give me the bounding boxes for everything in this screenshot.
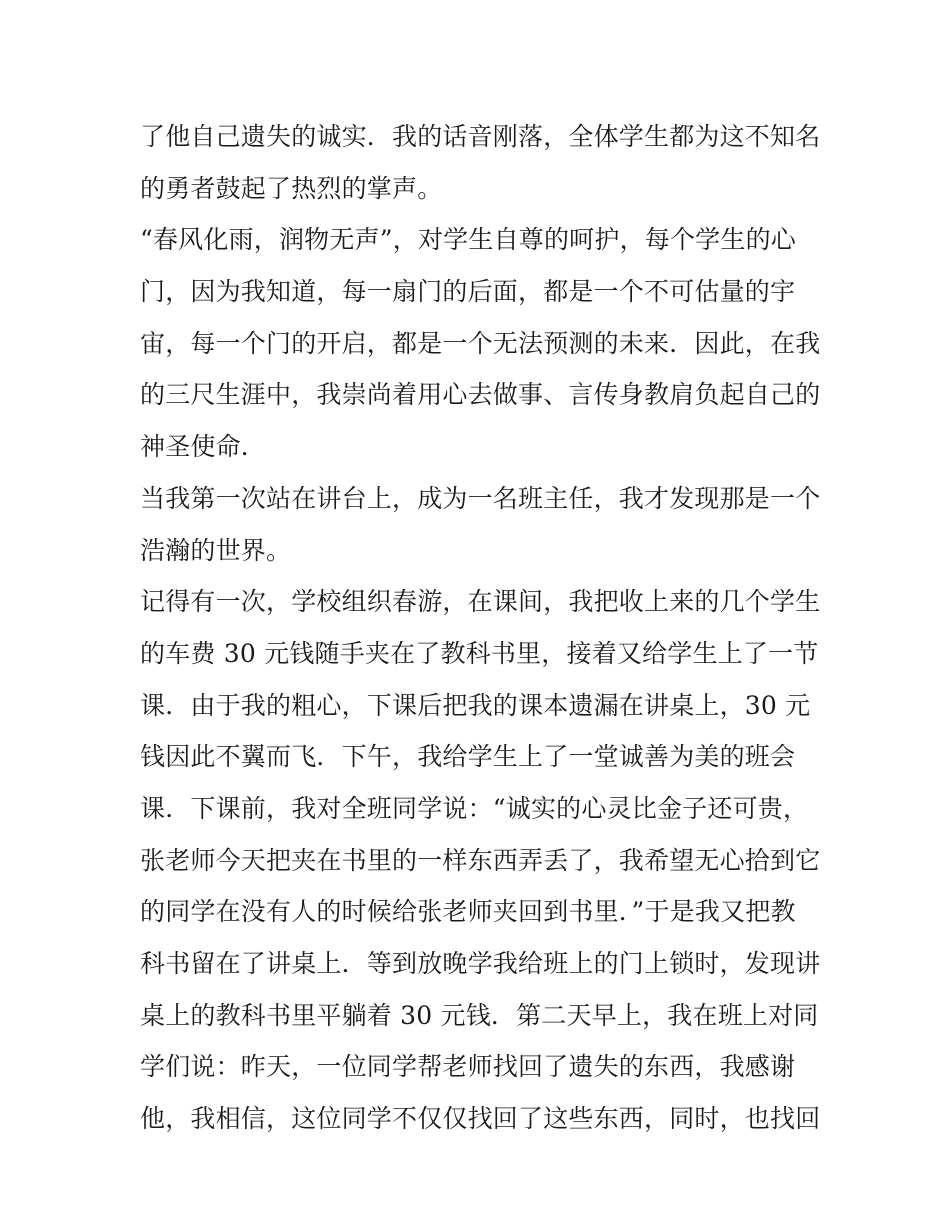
text-line: 钱因此不翼而飞．下午，我给学生上了一堂诚善为美的班会 (140, 742, 796, 772)
text-line: 的车费 30 元钱随手夹在了教科书里，接着又给学生上了一节 (140, 638, 819, 668)
text-line: 浩瀚的世界。 (140, 535, 292, 565)
text-line: 课．由于我的粗心，下课后把我的课本遗漏在讲桌上，30 元 (140, 690, 811, 720)
text-line: 他，我相信，这位同学不仅仅找回了这些东西，同时，也找回 (140, 1104, 821, 1134)
text-line: 了他自己遗失的诚实．我的话音刚落，全体学生都为这不知名 (140, 122, 821, 151)
text-line: 神圣使命． (140, 432, 267, 462)
text-line: 科书留在了讲桌上．等到放晚学我给班上的门上锁时，发现讲 (140, 949, 821, 978)
text-line: 记得有一次，学校组织春游，在课间，我把收上来的几个学生 (140, 587, 821, 617)
text-line: 的三尺生涯中，我崇尚着用心去做事、言传身教肩负起自己的 (140, 380, 821, 410)
text-line: 张老师今天把夹在书里的一样东西弄丢了，我希望无心拾到它 (140, 845, 821, 875)
text-line: 当我第一次站在讲台上，成为一名班主任，我才发现那是一个 (140, 483, 821, 513)
text-line: 桌上的教科书里平躺着 30 元钱．第二天早上，我在班上对同 (140, 1000, 819, 1030)
text-line: 宙，每一个门的开启，都是一个无法预测的未来．因此，在我 (140, 328, 821, 358)
text-line: 的同学在没有人的时候给张老师夹回到书里．”于是我又把教 (140, 897, 796, 927)
text-line: 课．下课前，我对全班同学说：“诚实的心灵比金子还可贵， (140, 793, 809, 823)
text-line: 的勇者鼓起了热烈的掌声。 (140, 173, 443, 203)
text-line: 门，因为我知道，每一扇门的后面，都是一个不可估量的宇 (140, 277, 796, 307)
body-text (140, 111, 820, 1145)
text-line: “春风化雨，润物无声”，对学生自尊的呵护，每个学生的心 (140, 225, 796, 255)
text-line: 学们说：昨天，一位同学帮老师找回了遗失的东西，我感谢 (140, 1052, 796, 1082)
